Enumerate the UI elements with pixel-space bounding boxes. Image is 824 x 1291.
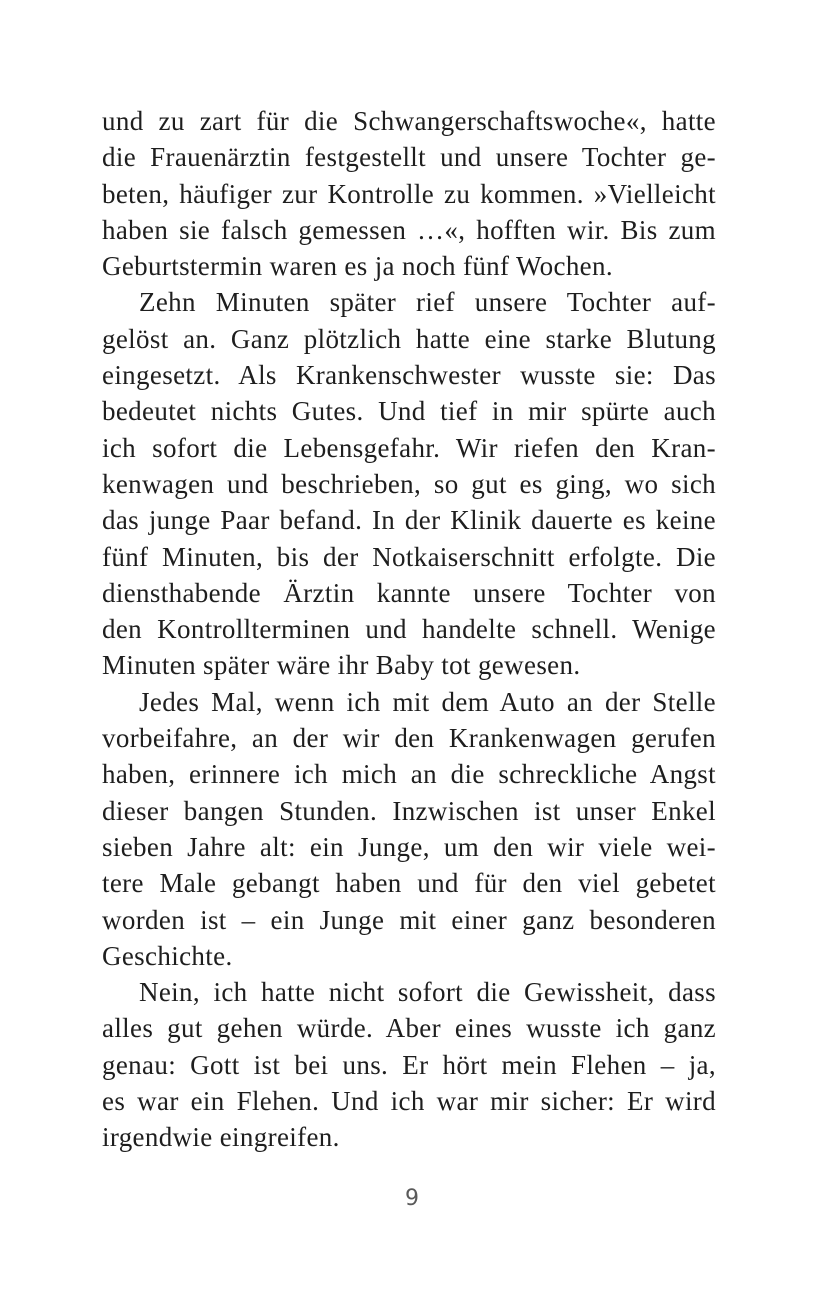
- text-line: Geschichte.: [102, 940, 233, 971]
- text-line: Zehn Minuten später rief unsere Tochter auf-: [139, 287, 716, 318]
- text-line: und zu zart für die Schwangerschaftswoche«, hatte: [102, 106, 716, 136]
- text-line: kenwagen und beschrieben, so gut es ging, wo sich: [102, 468, 716, 499]
- text-line: bedeutet nichts Gutes. Und tief in mir spürte auch: [102, 396, 716, 427]
- text-line: Geburtstermin waren es ja noch fünf Wochen.: [102, 251, 613, 282]
- text-line: das junge Paar befand. In der Klinik dauerte es keine: [102, 505, 716, 536]
- text-line: Minuten später wäre ihr Baby tot gewesen.: [102, 650, 581, 681]
- text-line: haben sie falsch gemessen …«, hofften wir. Bis zum: [102, 214, 716, 245]
- text-line: gelöst an. Ganz plötzlich hatte eine starke Blutung: [102, 323, 716, 354]
- text-line: worden ist – ein Junge mit einer ganz besonderen: [102, 904, 716, 935]
- paragraph-3: [102, 684, 716, 974]
- paragraph-1: [102, 103, 716, 284]
- text-line: tere Male gebangt haben und für den viel gebetet: [102, 868, 716, 899]
- text-line: Jedes Mal, wenn ich mit dem Auto an der Stelle: [139, 686, 716, 717]
- page-number: 9: [405, 1186, 419, 1211]
- text-line: dieser bangen Stunden. Inzwischen ist unser Enkel: [102, 795, 716, 826]
- text-line: den Kontrollterminen und handelte schnell. Wenige: [102, 614, 716, 645]
- text-line: sieben Jahre alt: ein Junge, um den wir viele wei-: [102, 831, 716, 862]
- text-line: irgendwie eingreifen.: [102, 1122, 340, 1153]
- text-line: haben, erinnere ich mich an die schreckliche Angst: [102, 759, 716, 790]
- text-line: alles gut gehen würde. Aber eines wusste ich ganz: [102, 1013, 716, 1044]
- paragraph-2: [102, 284, 716, 683]
- text-line: diensthabende Ärztin kannte unsere Tochter von: [102, 577, 716, 608]
- text-line: eingesetzt. Als Krankenschwester wusste sie: Das: [102, 360, 716, 391]
- body-text: [102, 103, 716, 1156]
- text-line: ich sofort die Lebensgefahr. Wir riefen den Kran-: [102, 432, 716, 463]
- text-line: fünf Minuten, bis der Notkaiserschnitt erfolgte. Die: [102, 541, 716, 572]
- text-line: genau: Gott ist bei uns. Er hört mein Flehen – ja,: [102, 1049, 716, 1080]
- text-line: Nein, ich hatte nicht sofort die Gewissheit, dass: [139, 977, 716, 1008]
- text-line: vorbeifahre, an der wir den Krankenwagen gerufen: [102, 723, 716, 754]
- text-line: es war ein Flehen. Und ich war mir sicher: Er wird: [102, 1086, 716, 1117]
- text-line: beten, häufiger zur Kontrolle zu kommen. »Vielleicht: [102, 178, 716, 209]
- text-line: die Frauenärztin festgestellt und unsere Tochter ge-: [102, 142, 716, 173]
- paragraph-4: [102, 974, 716, 1155]
